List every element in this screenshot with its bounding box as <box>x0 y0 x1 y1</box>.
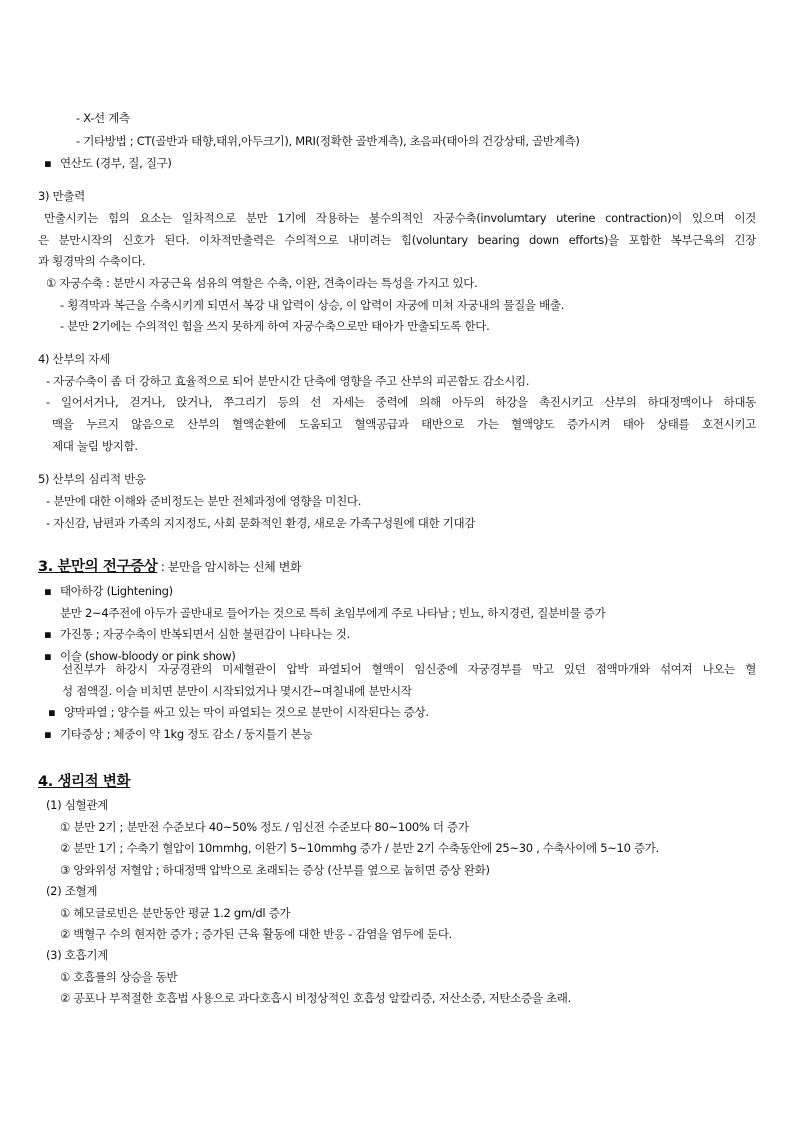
paragraph-line: 성 점액질. 이슬 비치면 분만이 시작되었거나 몇시간~며칠내에 분만시작 <box>62 684 412 698</box>
list-item-text: 태아하강 (Lightening) <box>60 584 173 598</box>
heading-title: 4. 생리적 변화 <box>38 774 131 790</box>
bullet-icon: ▪ <box>44 156 52 170</box>
list-item-text: 연산도 (경부, 질, 질구) <box>60 156 172 170</box>
text-line: ① 분만 2기 ; 분만전 수준보다 40~50% 정도 / 임신전 수준보다 80~100% 더 증가 <box>60 820 469 834</box>
text-line: - 횡격막과 복근을 수축시키게 되면서 복강 내 압력이 상승, 이 압력이 자궁에 미쳐 자궁내의 물질을 배출. <box>60 298 565 312</box>
bullet-icon: ▪ <box>48 705 56 719</box>
bullet-icon: ▪ <box>44 584 52 598</box>
text-line: - X-선 계측 <box>76 111 130 125</box>
text-line: ② 백혈구 수의 현저한 증가 ; 증가된 근육 활동에 대한 반응 - 감염을 염두에 둔다. <box>60 927 453 941</box>
text-line: - 자궁수축이 좀 더 강하고 효율적으로 되어 분만시간 단축에 영향을 주고 산부의 피곤함도 감소시킴. <box>46 374 530 388</box>
list-item-text: 이슬 (show-bloody or pink show) <box>60 649 236 663</box>
text-line: ② 분만 1기 ; 수축기 혈압이 10mmhg, 이완기 5~10mmhg 증가 / 분만 2기 수축동안에 25~30 , 수축사이에 5~10 증가. <box>60 841 659 855</box>
section-heading: 3) 만출력 <box>38 189 85 203</box>
text-line: 분만 2~4주전에 아두가 골반내로 들어가는 것으로 특히 초임부에게 주로 나타남 ; 빈뇨, 하지경련, 질분비물 증가 <box>60 606 606 620</box>
list-item <box>48 704 429 720</box>
text-line: ③ 앙와위성 저혈압 ; 하대정맥 압박으로 초래되는 증상 (산부를 옆으로 눕히면 증상 완화) <box>60 863 490 877</box>
list-item <box>44 155 172 171</box>
subsection-heading: (3) 호흡기계 <box>46 948 108 962</box>
list-item-text: 기타증상 ; 체중이 약 1kg 정도 감소 / 둥지틀기 본능 <box>60 727 313 741</box>
text-line: ② 공포나 부적절한 호흡법 사용으로 과다호흡시 비정상적인 호흡성 알칼리증, 저산소증, 저탄소증을 초래. <box>60 991 571 1005</box>
paragraph-line: - 일어서거나, 걷거나, 앉거나, 쭈그리기 등의 선 자세는 중력에 의해 아두의 하강을 촉진시키고 산부의 하대정맥이나 하대동 <box>46 395 756 409</box>
bullet-icon: ▪ <box>44 649 52 663</box>
heading-subtitle: : 분만을 암시하는 신체 변화 <box>157 560 302 574</box>
paragraph-line: 은 분만시작의 신호가 된다. 이차적만출력은 수의적으로 내미려는 힘(voluntary bearing down efforts)을 포함한 복부근육의 긴장 <box>38 233 756 247</box>
paragraph-line: 선진부가 하강시 자궁경관의 미세혈관이 압박 파열되어 혈액이 임신중에 자궁경부를 막고 있던 점액마개와 섞여져 나오는 혈 <box>62 662 756 676</box>
text-line: ① 헤모글로빈은 분만동안 평균 1.2 gm/dl 증가 <box>60 906 291 920</box>
bullet-icon: ▪ <box>44 627 52 641</box>
heading-title: 3. 분만의 전구증상 <box>38 559 158 575</box>
text-line: ① 호흡률의 상승을 동반 <box>60 970 178 984</box>
chapter-heading <box>38 773 130 791</box>
text-line: - 기타방법 ; CT(골반과 태향,태위,아두크기), MRI(정확한 골반계측), 초음파(태아의 건강상태, 골반계측) <box>76 134 580 148</box>
text-line: - 자신감, 남편과 가족의 지지정도, 사회 문화적인 환경, 새로운 가족구성원에 대한 기대감 <box>46 516 476 530</box>
text-line: - 분만에 대한 이해와 준비정도는 분만 전체과정에 영향을 미친다. <box>46 494 362 508</box>
section-heading: 4) 산부의 자세 <box>38 352 110 366</box>
list-item-text: 양막파열 ; 양수를 싸고 있는 막이 파열되는 것으로 분만이 시작된다는 증상. <box>64 705 429 719</box>
paragraph-line: 만출시키는 힘의 요소는 일차적으로 분만 1기에 작용하는 불수의적인 자궁수축(involumtary uterine contraction)이 있으며 이것 <box>44 211 756 225</box>
text-line: - 분만 2기에는 수의적인 힘을 쓰지 못하게 하여 자궁수축으로만 태아가 만출되도록 한다. <box>60 319 490 333</box>
paragraph-line: 과 횡경막의 수축이다. <box>38 254 146 268</box>
paragraph-line: 맥을 누르지 않음으로 산부의 혈액순환에 도움되고 혈액공급과 태반으로 가는 혈액양도 증가시켜 태아 상태를 호전시키고 <box>52 417 756 431</box>
section-heading: 5) 산부의 심리적 반응 <box>38 472 146 486</box>
bullet-icon: ▪ <box>44 727 52 741</box>
list-item <box>44 726 312 742</box>
list-item <box>44 626 350 642</box>
list-item <box>44 583 173 599</box>
text-line: ① 자궁수축 : 분만시 자궁근육 섬유의 역할은 수축, 이완, 견축이라는 특성을 가지고 있다. <box>46 276 478 290</box>
subsection-heading: (1) 심혈관계 <box>46 798 108 812</box>
paragraph-line: 제대 눌림 방지함. <box>52 439 138 453</box>
list-item-text: 가진통 ; 자궁수축이 반복되면서 심한 불편감이 나타나는 것. <box>60 627 350 641</box>
subsection-heading: (2) 조혈계 <box>46 884 98 898</box>
chapter-heading <box>38 558 301 576</box>
